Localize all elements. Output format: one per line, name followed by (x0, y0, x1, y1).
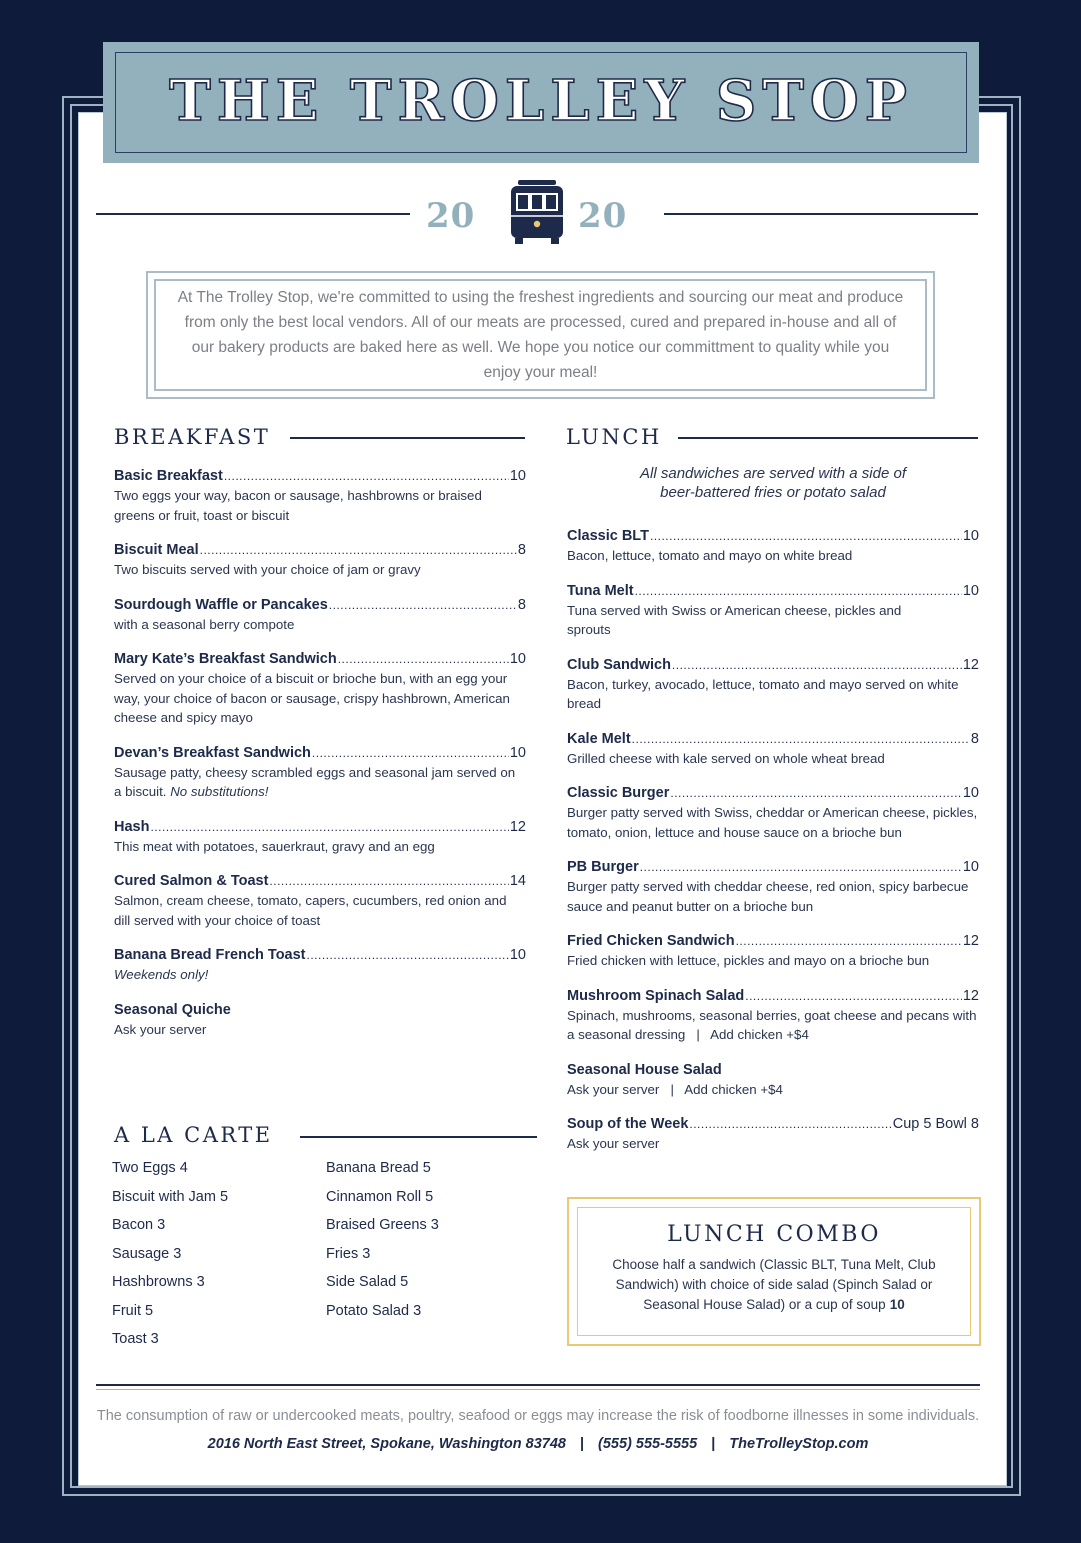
item-name: Mushroom Spinach Salad (567, 987, 745, 1004)
menu-item-cured-salmon (114, 873, 526, 930)
menu-item-sourdough-waffle (114, 597, 526, 635)
item-description: Two biscuits served with your choice of jam or gravy (114, 562, 421, 577)
a-la-carte-rule (300, 1136, 537, 1138)
item-price: 14 (509, 873, 526, 889)
item-name: Seasonal House Salad (567, 1061, 722, 1078)
lunch-combo-box (567, 1197, 981, 1346)
item-name: Soup of the Week (567, 1116, 689, 1132)
item-description: Burger patty served with cheddar cheese, red onion, spicy barbecue sauce and peanut butter on a brioche bun (567, 879, 969, 914)
a-la-carte-item: Banana Bread 5 (326, 1160, 431, 1176)
item-name: Classic BLT (567, 528, 649, 544)
item-description: Fried chicken with lettuce, pickles and mayo on a brioche bun (567, 953, 930, 968)
menu-item-basic-breakfast (114, 468, 526, 525)
a-la-carte-heading: A LA CARTE (114, 1123, 273, 1147)
food-safety-disclaimer: The consumption of raw or undercooked meats, poultry, seafood or eggs may increase the risk of foodborne illnesses in some individuals. (96, 1408, 980, 1424)
menu-item-hash (114, 819, 526, 857)
item-description: Grilled cheese with kale served on whole wheat bread (567, 750, 885, 766)
menu-item-seasonal-quiche (114, 1002, 526, 1040)
item-description: Ask your server (114, 1021, 207, 1037)
item-description: Ask your server | Add chicken +$4 (567, 1081, 783, 1097)
menu-item-club-sandwich (567, 657, 979, 714)
item-price: 12 (962, 987, 979, 1004)
trolley-icon (508, 180, 566, 246)
item-name: Sourdough Waffle or Pancakes (114, 596, 328, 613)
item-price: 10 (962, 785, 979, 801)
item-name: Cured Salmon & Toast (114, 873, 269, 889)
item-description: Spinach, mushrooms, seasonal berries, goat cheese and pecans with a seasonal dressing | Add chicken +$4 (567, 1007, 981, 1042)
breakfast-heading: BREAKFAST (114, 425, 271, 449)
item-price: 8 (970, 730, 979, 747)
item-description: with a seasonal berry compote (114, 616, 295, 632)
menu-item-classic-blt (567, 528, 979, 566)
menu-item-pb-burger (567, 859, 979, 916)
title-banner (103, 42, 979, 163)
lunch-note-line: All sandwiches are served with a side of (640, 465, 906, 482)
item-note: Weekends only! (114, 967, 209, 982)
menu-item-tuna-melt (567, 583, 979, 640)
item-price: 12 (962, 656, 979, 673)
lunch-combo-description: Choose half a sandwich (Classic BLT, Tuna Melt, Club Sandwich) with choice of side salad (Spinch Salad or Seasonal House Salad) or a cup of soup (612, 1257, 936, 1312)
item-name: Devan’s Breakfast Sandwich (114, 744, 311, 761)
item-price: 10 (509, 744, 526, 761)
item-description-text: Sausage patty, cheesy scrambled eggs and seasonal jam served on a biscuit. (114, 764, 516, 799)
lunch-combo-text (592, 1255, 956, 1315)
contact-line (96, 1436, 980, 1452)
a-la-carte-item: Side Salad 5 (326, 1274, 409, 1290)
a-la-carte-item: Two Eggs 4 (112, 1160, 188, 1176)
item-price: 10 (962, 582, 979, 599)
item-name: Club Sandwich (567, 656, 671, 673)
a-la-carte-item: Bacon 3 (112, 1217, 166, 1233)
item-description: Served on your choice of a biscuit or brioche bun, with an egg your way, your choice of bacon or sausage, crispy hashbrown, American cheese and spicy mayo (114, 671, 510, 725)
footer-rule-top (96, 1384, 980, 1386)
item-price: 10 (962, 528, 979, 544)
item-price: 10 (962, 859, 979, 875)
item-price: 8 (517, 542, 526, 558)
a-la-carte-right (326, 1154, 439, 1325)
menu-item-soup-of-the-week (567, 1116, 979, 1154)
footer-rule-bottom (96, 1389, 980, 1390)
lunch-combo-inner (577, 1207, 971, 1336)
year-rule-left (96, 213, 410, 215)
a-la-carte-item: Braised Greens 3 (326, 1217, 439, 1233)
year-left: 20 (426, 196, 476, 236)
a-la-carte-item: Cinnamon Roll 5 (326, 1188, 434, 1205)
item-note: No substitutions! (170, 784, 269, 799)
lunch-combo-price: 10 (889, 1297, 905, 1312)
lunch-note (567, 464, 979, 502)
item-name: Mary Kate’s Breakfast Sandwich (114, 651, 337, 667)
item-price: 8 (517, 596, 526, 613)
item-name: Tuna Melt (567, 582, 634, 599)
a-la-carte-left (112, 1154, 228, 1354)
item-price: 10 (509, 651, 526, 667)
item-name: Kale Melt (567, 730, 631, 747)
lunch-list (567, 528, 979, 1154)
menu-item-mary-kate-sandwich (114, 651, 526, 728)
item-description: Burger patty served with Swiss, cheddar or American cheese, pickles, tomato, onion, lettuce and house sauce on a brioche bun (567, 805, 978, 840)
menu-item-mushroom-spinach-salad (567, 988, 979, 1045)
lunch-heading: LUNCH (566, 425, 662, 449)
a-la-carte-item: Toast 3 (112, 1331, 159, 1347)
item-price: Cup 5 Bowl 8 (892, 1116, 979, 1132)
menu-item-kale-melt (567, 731, 979, 769)
a-la-carte-item: Potato Salad 3 (326, 1302, 422, 1319)
item-name: Fried Chicken Sandwich (567, 933, 735, 949)
item-description (114, 763, 526, 802)
menu-item-banana-bread-toast (114, 947, 526, 985)
item-description: Two eggs your way, bacon or sausage, hashbrowns or braised greens or fruit, toast or biscuit (114, 488, 482, 523)
item-description: Salmon, cream cheese, tomato, capers, cucumbers, red onion and dill served with your choice of toast (114, 893, 507, 928)
item-description: Bacon, turkey, avocado, lettuce, tomato and mayo served on white bread (567, 676, 959, 711)
menu-item-devan-sandwich (114, 745, 526, 802)
year-right: 20 (578, 196, 628, 236)
menu-item-seasonal-house-salad (567, 1062, 979, 1100)
breakfast-list (114, 468, 526, 1039)
a-la-carte-item: Biscuit with Jam 5 (112, 1188, 229, 1205)
item-name: Hash (114, 818, 150, 835)
a-la-carte-item: Fruit 5 (112, 1302, 154, 1319)
lunch-combo-title: LUNCH COMBO (667, 1222, 881, 1247)
separator: | (711, 1436, 716, 1452)
breakfast-rule (290, 437, 525, 439)
separator: | (579, 1436, 585, 1452)
item-name: Basic Breakfast (114, 468, 223, 484)
item-price: 12 (962, 933, 979, 949)
item-description: This meat with potatoes, sauerkraut, gravy and an egg (114, 838, 435, 854)
website-link[interactable]: TheTrolleyStop.com (729, 1436, 869, 1452)
item-price: 12 (509, 818, 526, 835)
menu-item-fried-chicken-sandwich (567, 933, 979, 971)
a-la-carte-item: Fries 3 (326, 1245, 371, 1262)
lunch-rule (678, 437, 978, 439)
year-rule-right (664, 213, 978, 215)
item-name: Banana Bread French Toast (114, 947, 306, 963)
item-name: Biscuit Meal (114, 542, 199, 558)
item-price: 10 (509, 468, 526, 484)
a-la-carte-item: Hashbrowns 3 (112, 1274, 205, 1290)
menu-item-biscuit-meal (114, 542, 526, 580)
item-description: Bacon, lettuce, tomato and mayo on white bread (567, 548, 853, 563)
intro-text: At The Trolley Stop, we're committed to using the freshest ingredients and sourcing our meat and produce from only the best local vendors. All of our meats are processed, cured and prepared in-house and all of our bakery products are baked here as well. We hope you notice our committment to quality while you enjoy your meal! (177, 289, 904, 381)
intro-box-inner (154, 279, 927, 391)
item-name: Classic Burger (567, 785, 670, 801)
lunch-note-line: beer-battered fries or potato salad (660, 484, 886, 501)
item-name: PB Burger (567, 859, 639, 875)
menu-item-classic-burger (567, 785, 979, 842)
item-price: 10 (509, 947, 526, 963)
restaurant-title: THE TROLLEY STOP (169, 68, 913, 134)
item-description: Tuna served with Swiss or American cheese, pickles and sprouts (567, 602, 902, 637)
a-la-carte-item: Sausage 3 (112, 1245, 182, 1262)
item-description: Ask your server (567, 1136, 660, 1151)
intro-box (146, 271, 935, 399)
phone: (555) 555-5555 (598, 1436, 698, 1452)
address: 2016 North East Street, Spokane, Washington 83748 (207, 1436, 566, 1452)
item-name: Seasonal Quiche (114, 1001, 231, 1018)
